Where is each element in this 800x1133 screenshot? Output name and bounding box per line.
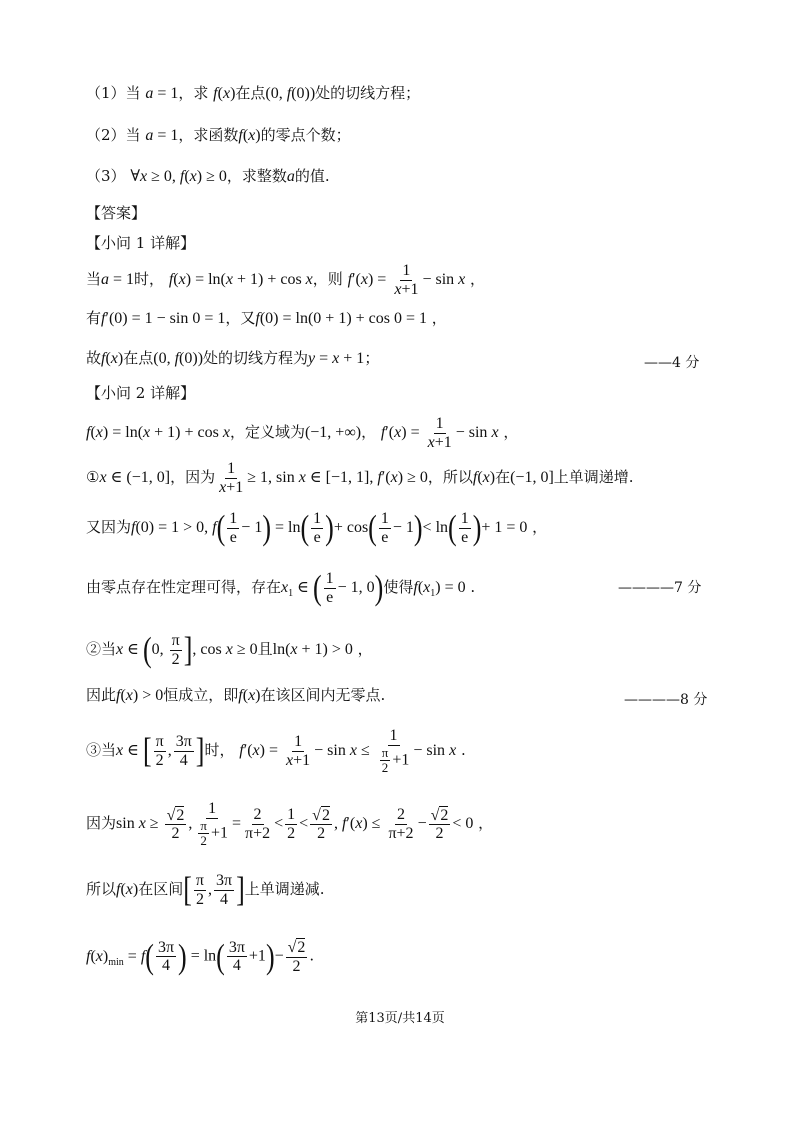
fraction: $\frac{1}{x+1}$ bbox=[219, 460, 244, 496]
math: y = x + 1 bbox=[308, 350, 365, 367]
math: f′(x) = bbox=[347, 271, 391, 289]
text: 在点 bbox=[123, 349, 154, 367]
math: (0, f(0)) bbox=[265, 85, 316, 102]
math: − sin x bbox=[422, 271, 466, 289]
part2-heading: 【小问 2 详解】 bbox=[86, 384, 196, 402]
math: x ∈ bbox=[116, 742, 143, 760]
text: 当 bbox=[86, 270, 102, 289]
text: 上单调递减. bbox=[244, 880, 325, 899]
text: ① bbox=[86, 468, 100, 487]
part2-line4: 由零点存在性定理可得，存在$x_1$ ∈ ( $\frac{1}{e}$ − 1, 0)使得$f(x_1) = 0$ . bbox=[86, 567, 476, 607]
part2-line1: f(x) = ln(x + 1) + cos x，定义域为(−1, +∞)， f′(x) = $\frac{1}{x+1}$ − sin x ， bbox=[86, 415, 519, 451]
math: a = 1 bbox=[101, 271, 135, 289]
score-7: ————7 分 bbox=[618, 580, 702, 596]
part1-line2: 有f′(0) = 1 − sin 0 = 1，又f(0) = ln(0 + 1) + cos 0 = 1 ， bbox=[86, 309, 447, 327]
fraction: $\frac{1}{x+1}$ bbox=[427, 415, 452, 451]
math: a = 1 bbox=[145, 127, 179, 144]
math: $x_1$ ∈ bbox=[281, 579, 313, 600]
text: 因此 bbox=[86, 686, 117, 704]
math: f(x) bbox=[116, 881, 139, 899]
text: ，所以 bbox=[427, 468, 473, 487]
text: 在 bbox=[495, 468, 511, 487]
math: f(x) = ln(x + 1) + cos x bbox=[168, 271, 313, 289]
text: 使得 bbox=[383, 578, 414, 597]
math: (0, f(0)) bbox=[153, 350, 204, 367]
math: a bbox=[286, 168, 295, 185]
part1-line3: 故f(x)在点(0, f(0))处的切线方程为y = x + 1； bbox=[86, 349, 380, 367]
text: 当 bbox=[125, 126, 141, 144]
text: 的零点个数； bbox=[260, 126, 351, 144]
question-2 bbox=[86, 128, 351, 144]
math: f(x) bbox=[101, 350, 124, 367]
text: 的值. bbox=[294, 167, 330, 185]
part1-line1: 当a = 1时， f(x) = ln(x + 1) + cos x，则 f′(x) = $\frac{1}{x+1}$ − sin x ， bbox=[86, 262, 486, 298]
fraction: $\frac{1}{x+1}$ bbox=[394, 262, 419, 298]
score-8: ————8 分 bbox=[624, 692, 708, 708]
text: 且 bbox=[257, 640, 273, 659]
score-4: ——4 分 bbox=[644, 355, 700, 371]
math: (−1, 0] bbox=[510, 469, 554, 487]
text: 时， bbox=[134, 270, 165, 289]
math: f(0) = 1 > 0, f bbox=[131, 519, 217, 537]
part2-line6 bbox=[86, 688, 385, 704]
text: 在区间 bbox=[138, 880, 184, 899]
math: f′(x) = bbox=[239, 742, 283, 760]
part2-case2: ②当x ∈ (0, $\frac{\pi}{2}$ ], cos x ≥ 0且ln(x + 1) > 0 ， bbox=[86, 629, 373, 669]
part1-heading: 【小问 1 详解】 bbox=[86, 234, 196, 252]
math: x ∈ (−1, 0] bbox=[99, 469, 171, 487]
answer-label: 【答案】 bbox=[86, 204, 147, 222]
text: 故 bbox=[86, 349, 102, 367]
page-footer: 第13页/共14页 bbox=[355, 1011, 445, 1026]
math: ∀x ≥ 0, f(x) ≥ 0 bbox=[130, 168, 227, 185]
question-number: （3） bbox=[86, 167, 126, 185]
part2-line3: 又因为f(0) = 1 > 0, f( $\frac{1}{e}$ − 1) = ln( $\frac{1}{e}$ )+ cos( $\frac{1}{e}$ − 1)< ln( $\frac{1}{e}$ )+ 1 = 0 ， bbox=[86, 507, 548, 547]
text: ，求整数 bbox=[226, 167, 287, 185]
math: f(0) = ln(0 + 1) + cos 0 = 1 bbox=[255, 310, 428, 327]
question-3 bbox=[86, 169, 330, 185]
text: ，又 bbox=[225, 309, 256, 327]
text: ③当 bbox=[86, 741, 117, 760]
math: f(x) bbox=[238, 687, 261, 704]
math: (−1, +∞) bbox=[304, 424, 362, 442]
math: $f(x_1) = 0$ bbox=[413, 579, 466, 600]
text: ，求函数 bbox=[178, 126, 239, 144]
text: ，定义域为 bbox=[229, 423, 305, 442]
math: ≥ 1, sin x ∈ [−1, 1], f′(x) ≥ 0 bbox=[247, 469, 428, 487]
math: ln(x + 1) > 0 bbox=[272, 641, 353, 659]
math: $f(x)_{min} = f$ bbox=[86, 947, 146, 968]
text: 上单调递增. bbox=[553, 468, 634, 487]
text: ，因为 bbox=[170, 468, 216, 487]
text: ，求 bbox=[178, 84, 209, 102]
text: ②当 bbox=[86, 640, 117, 659]
text: 又因为 bbox=[86, 518, 132, 537]
math: f(x) bbox=[213, 85, 236, 102]
math: f(x) = ln(x + 1) + cos x bbox=[86, 424, 230, 442]
text: 由零点存在性定理可得，存在 bbox=[86, 578, 282, 597]
text: 恒成立，即 bbox=[163, 686, 239, 704]
math: − sin x bbox=[455, 424, 499, 442]
text: 处的切线方程为 bbox=[203, 349, 309, 367]
math: a = 1 bbox=[145, 85, 179, 102]
text: ，则 bbox=[312, 270, 343, 289]
question-number: （1） bbox=[86, 84, 126, 102]
question-number: （2） bbox=[86, 126, 126, 144]
text: 当 bbox=[125, 84, 141, 102]
text: 时， bbox=[204, 741, 235, 760]
part2-line9: 所以f(x)在区间[ $\frac{\pi}{2}$ , $\frac{3\pi}{4}$ ]上单调递减. bbox=[86, 869, 325, 909]
text: 处的切线方程； bbox=[315, 84, 421, 102]
text: 因为 bbox=[86, 814, 117, 833]
part2-line8: 因为sin x ≥ $\frac{√2}{2}$ , 1 $\frac{\pi}{2}$ +1 = $\frac{2}{\pi+2}$ < $\frac{1}{2}$ < $\frac{√2}{2}$ , f′(x) ≤ $\frac{2}{\pi+2}$ − $\frac{√2}{2}$ < 0 ， bbox=[86, 800, 494, 848]
math: sin x ≥ bbox=[116, 815, 163, 833]
text: 在点 bbox=[235, 84, 266, 102]
math: f(x) bbox=[472, 469, 496, 487]
math: f(x) > 0 bbox=[116, 687, 164, 704]
math: f(x) bbox=[238, 127, 261, 144]
part2-min: $f(x)_{min} = f$( $\frac{3\pi}{4}$ ) = ln( $\frac{3\pi}{4}$ +1)− $\frac{√2}{2}$ . bbox=[86, 936, 315, 976]
math: x ∈ bbox=[116, 641, 143, 659]
math: f′(0) = 1 − sin 0 = 1 bbox=[101, 310, 226, 327]
text: 在该区间内无零点. bbox=[260, 686, 386, 704]
part2-case3: ③当x ∈ [ $\frac{\pi}{2}$ , $\frac{3\pi}{4}$ ]时， f′(x) = $\frac{1}{x+1}$ − sin x ≤ 1 $\frac{\pi}{2}$ +1 − sin x . bbox=[86, 727, 466, 775]
text: 有 bbox=[86, 309, 102, 327]
part2-case1 bbox=[86, 460, 634, 496]
text: 所以 bbox=[86, 880, 117, 899]
question-1 bbox=[86, 86, 420, 102]
math: f′(x) = bbox=[380, 424, 424, 442]
